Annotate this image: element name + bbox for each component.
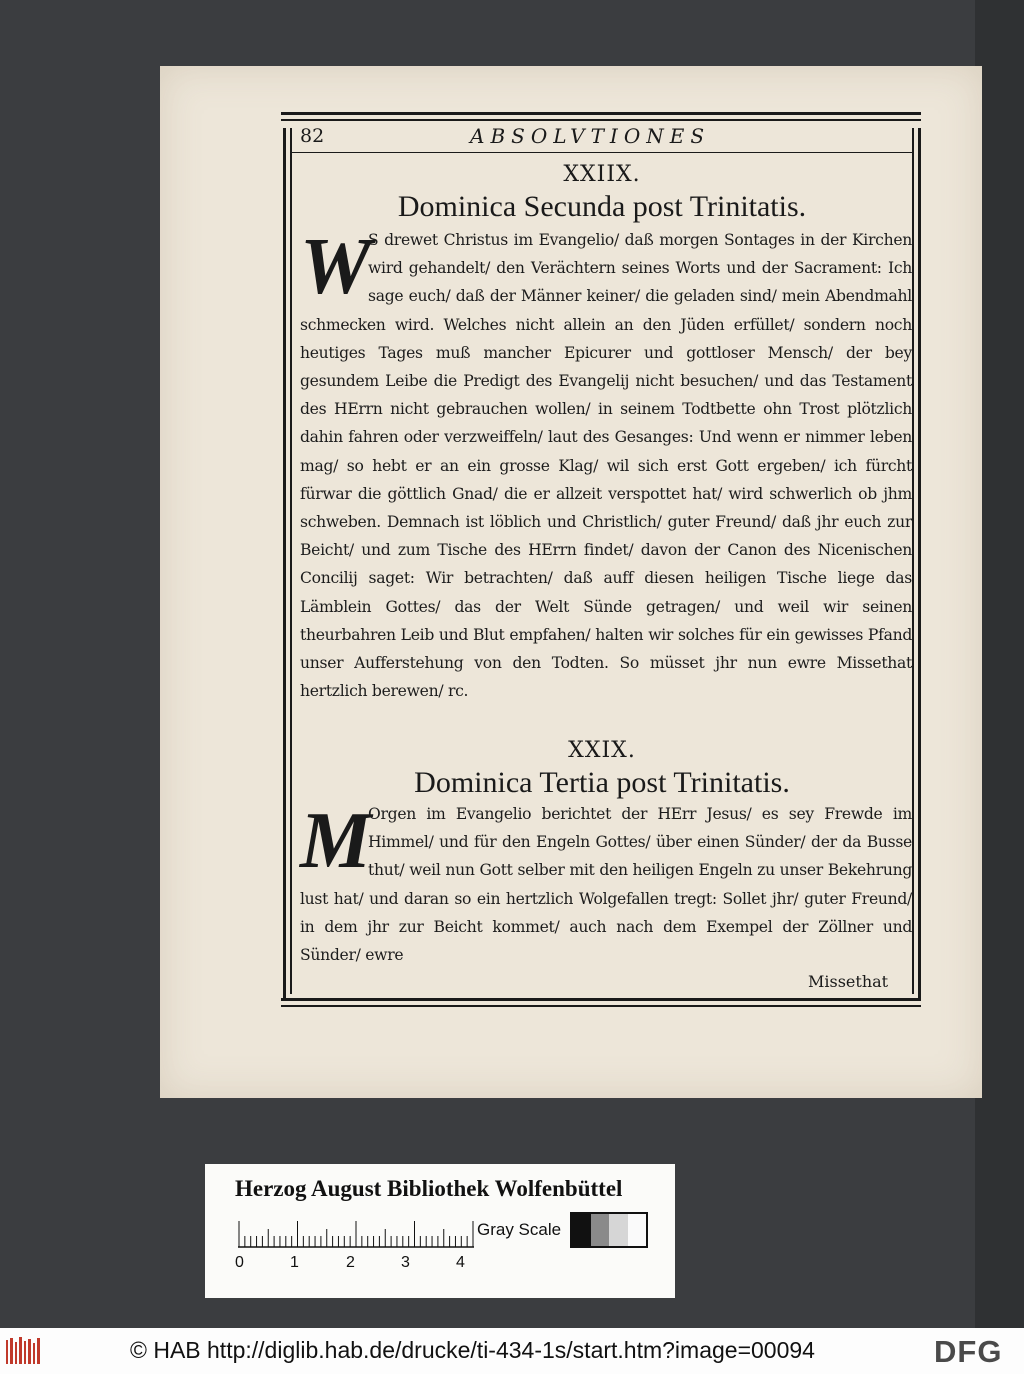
section-body: S drewet Christus im Evangelio/ daß morgen Sontages in der Kirchen wird gehandelt/ den Verächtern seines Worts und der Sacrament: Ich sage euch/ daß der Männer keiner/ die geladen sind/ mein Abendmahl schmecken wird. Welches nicht allein an den Jüden erfüllet/ sondern noch heutiges Tages muß mancher Epicurer und gottloser Mensch/ der bey gesundem Leibe die Predigt des Evangelij nicht besuchen/ und das Testament des HErrn nicht gebrauchen wollen/ in seinem Todtbette ohn Trost plötzlich dahin fahren oder verzweiffeln/ laut des Gesanges: Und wenn er nimmer leben mag/ so hebt er an ein grosse Klag/ wil sich erst Gott ergeben/ ich fürcht fürwar die göttlich Gnad/ die er allzeit verspottet hat/ wird schwerlich ob jhm schweben. Demnach ist löblich und Christlich/ guter Freund/ daß jhr euch zur Beicht/ und zum Tische des HErrn findet/ davon der Canon des Nicenischen Concilij saget: Wir betrachten/ daß auff diesen heiligen Tische liege das Lämblein Gottes/ das der Welt Sünde getragen/ und weil wir seinen theurbahren Leib und Blut empfahen/ halten wir solches für ein gewisses Pfand unser Aufferstehung von den Todten. So müsset jhr nun ewre Missethat hertzlich berewen/ rc. xyxy=(300,231,912,701)
library-name: Herzog August Bibliothek Wolfenbüttel xyxy=(235,1176,623,1201)
gray-swatch xyxy=(609,1214,628,1246)
section-numeral: XXIIX. xyxy=(563,162,641,187)
header-rule xyxy=(292,152,912,153)
drop-cap-initial: W xyxy=(300,223,371,311)
ruler-number: 2 xyxy=(346,1254,355,1271)
gray-swatch xyxy=(591,1214,610,1246)
section-title: Dominica Tertia post Trinitatis. xyxy=(414,766,790,799)
frame-rule-bottom xyxy=(281,998,921,1001)
frame-rule-bottom-inner xyxy=(281,1005,921,1007)
catchword: Missethat xyxy=(808,972,889,991)
page-number: 82 xyxy=(300,125,325,147)
ruler-number: 4 xyxy=(456,1254,465,1271)
frame-rule-right-inner xyxy=(912,128,914,994)
drop-cap-initial: M xyxy=(300,797,371,885)
section-body: Orgen im Evangelio berichtet der HErr Jesus/ es sey Frewde im Himmel/ und für den Engeln Gottes/ über einen Sünder/ der da Busse thut/ weil nun Gott selber mit den heiligen Engeln zu unser Bekehrung lust hat/ und daran so ein hertzlich Wolgefallen tregt: Sollet jhr/ guter Freund/ in dem jhr zur Beicht kommet/ auch nach dem Exempel der Zöllner und Sünder/ ewre xyxy=(300,805,912,965)
library-color-card xyxy=(205,1164,675,1298)
frame-rule-right xyxy=(918,128,921,1000)
section-text xyxy=(300,797,912,969)
frame-rule-left-inner xyxy=(290,128,292,994)
hab-barcode-logo xyxy=(6,1336,40,1366)
gray-swatch xyxy=(628,1214,647,1246)
ruler-scale xyxy=(238,1220,474,1248)
frame-rule-left xyxy=(283,128,286,1000)
background-strip xyxy=(975,0,1024,1328)
gray-swatch xyxy=(572,1214,591,1246)
section-numeral: XXIX. xyxy=(568,738,636,763)
ruler-number: 0 xyxy=(235,1254,244,1271)
section-text xyxy=(300,223,912,705)
ruler-number: 1 xyxy=(290,1254,299,1271)
dfg-logo: DFG xyxy=(934,1334,1003,1369)
footer-copyright-link[interactable]: © HAB http://diglib.hab.de/drucke/ti-434-1s/start.htm?image=00094 xyxy=(130,1337,815,1363)
frame-rule-top-inner xyxy=(281,119,921,121)
gray-scale-label: Gray Scale xyxy=(477,1220,562,1239)
footer-bar xyxy=(0,1328,1024,1374)
section-title: Dominica Secunda post Trinitatis. xyxy=(397,190,807,223)
frame-rule-top xyxy=(281,112,921,115)
gray-scale-swatches xyxy=(570,1212,648,1248)
ruler-number: 3 xyxy=(401,1254,410,1271)
running-head: ABSOLVTIONES xyxy=(470,124,711,148)
